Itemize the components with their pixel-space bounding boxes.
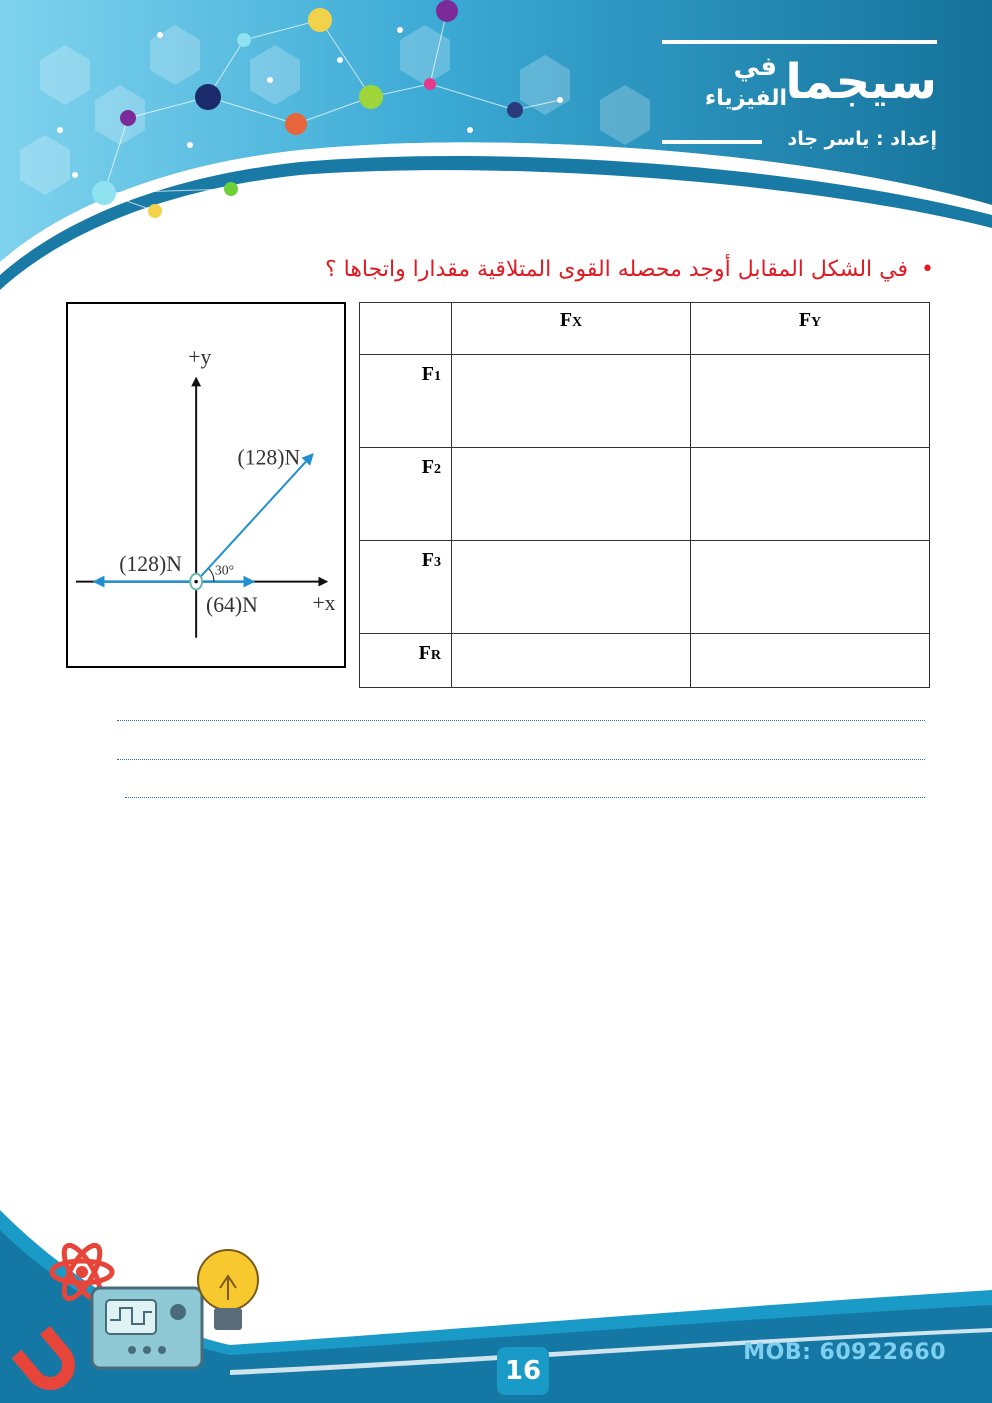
row-label-fr: FR <box>360 634 452 688</box>
force-diagram <box>66 302 346 668</box>
force-right-label: (64)N <box>206 593 258 618</box>
answer-cell-fr-x[interactable] <box>452 634 691 688</box>
question <box>325 257 934 282</box>
table-header-row <box>360 303 930 355</box>
brand-subject: الفيزياء <box>704 86 787 111</box>
brand-fi: في <box>733 52 777 82</box>
forces-table <box>359 302 930 688</box>
header-fx: FX <box>452 303 691 355</box>
angle-label: 30° <box>214 562 235 578</box>
footer-banner <box>0 1210 992 1403</box>
header-fy: FY <box>691 303 930 355</box>
y-axis-label: +y <box>188 344 212 369</box>
oscilloscope-icon <box>92 1288 202 1368</box>
question-text: في الشكل المقابل أوجد محصله القوى المتلاقية مقدارا واتجاها ؟ <box>324 257 909 282</box>
answer-line-1[interactable] <box>117 720 925 721</box>
brand-rule-bottom <box>662 140 762 144</box>
answer-cell-f3-y[interactable] <box>691 541 930 634</box>
table-row-f3 <box>360 541 930 634</box>
row-label-f3: F3 <box>360 541 452 634</box>
answer-cell-f2-x[interactable] <box>452 448 691 541</box>
page-number: 16 <box>497 1347 549 1395</box>
question-bullet: • <box>921 257 934 282</box>
author-credit: إعداد : ياسر جاد <box>787 128 937 150</box>
row-label-f1: F1 <box>360 355 452 448</box>
answer-cell-f3-x[interactable] <box>452 541 691 634</box>
answer-cell-f1-y[interactable] <box>691 355 930 448</box>
brand-logo <box>657 40 937 160</box>
force-diagonal-arrow <box>196 454 312 581</box>
x-axis-label: +x <box>312 591 336 616</box>
answer-cell-fr-y[interactable] <box>691 634 930 688</box>
light-bulb-icon <box>198 1250 258 1330</box>
force-left-label: (128)N <box>119 551 182 576</box>
mobile-number: MOB: 60922660 <box>743 1340 946 1365</box>
answer-line-3[interactable] <box>125 797 925 798</box>
angle-arc <box>209 569 214 582</box>
force-diagonal-label: (128)N <box>237 445 301 470</box>
brand-rule-top <box>662 40 937 44</box>
answer-cell-f1-x[interactable] <box>452 355 691 448</box>
answer-cell-f2-y[interactable] <box>691 448 930 541</box>
table-row-f2 <box>360 448 930 541</box>
table-row-fr <box>360 634 930 688</box>
row-label-f2: F2 <box>360 448 452 541</box>
brand-title: سيجما <box>785 54 937 110</box>
answer-line-2[interactable] <box>117 759 925 760</box>
table-corner-cell <box>360 303 452 355</box>
force-diagram-svg <box>68 304 344 666</box>
table-row-f1 <box>360 355 930 448</box>
